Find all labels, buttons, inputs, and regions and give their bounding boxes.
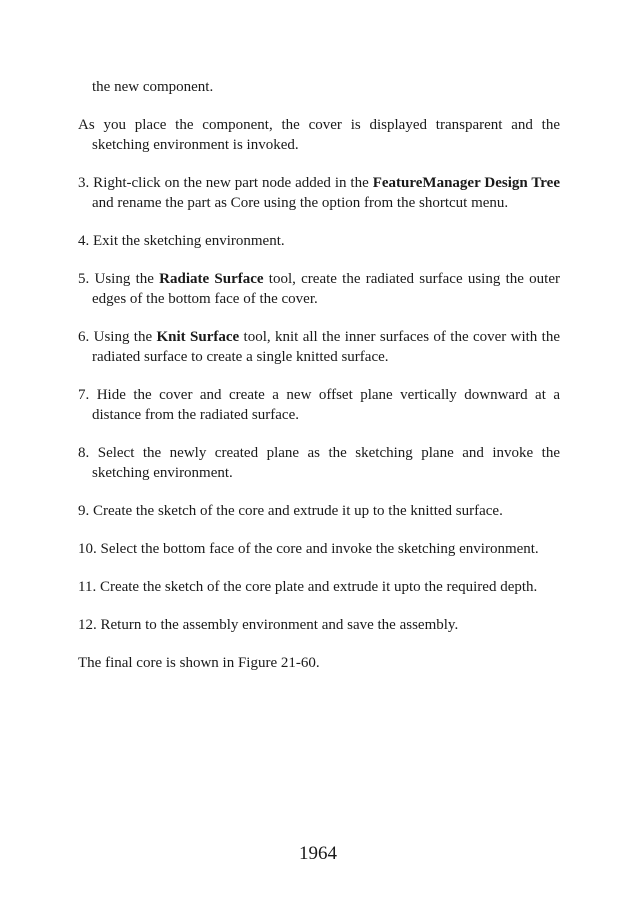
step-9: 9. Create the sketch of the core and extrude it up to the knitted surface. (78, 503, 503, 519)
step-11: 11. Create the sketch of the core plate and extrude it upto the required depth. (78, 579, 538, 595)
knit-surface-term: Knit Surface (156, 329, 240, 345)
step-4: 4. Exit the sketching environment. (78, 233, 285, 249)
step-6: 6. Using the Knit Surface tool, knit all the inner surfaces of the cover with the radiated surface to create a single knitted surface. (78, 329, 560, 365)
final-core-sentence: The final core is shown in Figure 21-60. (78, 655, 320, 671)
paragraph-cover-transparent: As you place the component, the cover is displayed transparent and the sketching environment is invoked. (78, 117, 560, 153)
step-12: 12. Return to the assembly environment and save the assembly. (78, 617, 459, 633)
featuremanager-design-tree-term: FeatureManager Design Tree (372, 175, 560, 191)
step-10: 10. Select the bottom face of the core and invoke the sketching environment. (78, 541, 539, 557)
radiate-surface-term: Radiate Surface (159, 271, 264, 287)
page-body (78, 77, 560, 691)
continuation-text: the new component. (92, 79, 214, 95)
step-7: 7. Hide the cover and create a new offset plane vertically downward at a distance from the radiated surface. (78, 387, 560, 423)
page-number: 1964 (299, 843, 337, 864)
step-8: 8. Select the newly created plane as the sketching plane and invoke the sketching environment. (78, 445, 560, 481)
step-5: 5. Using the Radiate Surface tool, create the radiated surface using the outer edges of the bottom face of the cover. (78, 271, 560, 307)
step-3: 3. Right-click on the new part node added in the FeatureManager Design Tree and rename the part as Core using the option from the shortcut menu. (78, 175, 560, 211)
